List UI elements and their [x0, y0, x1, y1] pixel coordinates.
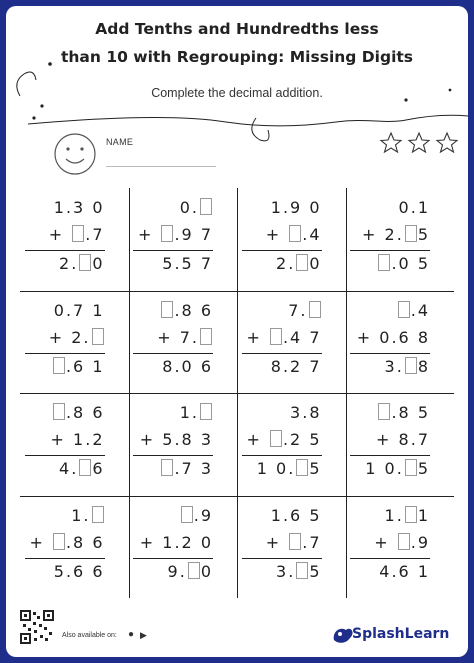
missing-digit-box[interactable] — [405, 225, 417, 242]
problem-cell[interactable] — [346, 393, 455, 496]
addition-bar — [133, 455, 213, 456]
problem-mid-line: + .4 — [265, 225, 322, 244]
apple-icon[interactable]: ● — [128, 629, 135, 640]
spiral-decoration — [252, 118, 269, 141]
problem-mid-line: + .9 7 — [137, 225, 213, 244]
missing-digit-box[interactable] — [270, 328, 282, 345]
problem-mid-line: + 8.7 — [376, 430, 430, 449]
missing-digit-box[interactable] — [79, 254, 91, 271]
addition-bar — [242, 353, 322, 354]
addition-bar — [350, 558, 430, 559]
problem-cell[interactable] — [237, 291, 346, 394]
dot-decoration — [40, 104, 43, 107]
problem-ans-line: 1 0. 5 — [256, 459, 322, 478]
problem-ans-line: .7 3 — [133, 459, 213, 478]
problem-ans-line: 4.6 1 — [379, 561, 430, 581]
problem-ans-line: 3. 5 — [276, 561, 322, 581]
brand-name: SplashLearn — [352, 626, 450, 642]
problem-grid — [20, 188, 454, 598]
problem-mid-line: + .7 — [265, 532, 322, 552]
problem-mid-line: + 5.8 3 — [139, 430, 213, 449]
problem-cell[interactable] — [129, 496, 238, 599]
worksheet-title-line-1: Add Tenths and Hundredths less — [95, 20, 379, 38]
problem-cell[interactable] — [20, 188, 129, 291]
problem-cell[interactable] — [346, 188, 455, 291]
missing-digit-box[interactable] — [72, 225, 84, 242]
addition-bar — [133, 558, 213, 559]
missing-digit-box[interactable] — [181, 506, 193, 523]
problem-top-line: .8 5 — [350, 403, 430, 422]
problem-ans-line: 2. 0 — [276, 254, 322, 273]
problem-mid-line: + .8 6 — [29, 532, 105, 552]
missing-digit-box[interactable] — [378, 403, 390, 420]
missing-digit-box[interactable] — [92, 328, 104, 345]
missing-digit-box[interactable] — [200, 403, 212, 420]
problem-ans-line: 3. 8 — [384, 356, 430, 376]
addition-bar — [25, 250, 105, 251]
missing-digit-box[interactable] — [309, 301, 321, 318]
missing-digit-box[interactable] — [405, 357, 417, 374]
problem-ans-line: 4. 6 — [59, 459, 105, 478]
splash-logo-icon — [334, 629, 353, 643]
addition-bar — [242, 455, 322, 456]
missing-digit-box[interactable] — [161, 301, 173, 318]
dot-decoration — [32, 116, 35, 119]
missing-digit-box[interactable] — [79, 459, 91, 476]
missing-digit-box[interactable] — [378, 254, 390, 271]
name-label: NAME — [106, 137, 134, 147]
problem-top-line: 1.3 0 — [53, 198, 105, 217]
problem-cell[interactable] — [237, 496, 346, 599]
problem-top-line: 3.8 — [290, 403, 322, 422]
problem-top-line: 0.1 — [398, 198, 430, 217]
problem-ans-line: 2. 0 — [59, 254, 105, 273]
problem-top-line: .8 6 — [133, 301, 213, 320]
addition-bar — [133, 353, 213, 354]
worksheet-title-line-2: than 10 with Regrouping: Missing Digits — [60, 48, 414, 66]
missing-digit-box[interactable] — [200, 198, 212, 215]
name-field-line[interactable] — [106, 166, 216, 167]
addition-bar — [350, 455, 430, 456]
smiley-face-icon — [53, 132, 97, 176]
problem-top-line: 1.6 5 — [270, 505, 322, 525]
problem-mid-line: + .9 — [374, 532, 430, 552]
star-icon — [437, 133, 457, 152]
addition-bar — [242, 558, 322, 559]
problem-ans-line: 1 0. 5 — [365, 459, 430, 478]
problem-ans-line: 5.6 6 — [53, 561, 105, 581]
missing-digit-box[interactable] — [200, 328, 212, 345]
star-icon — [381, 133, 401, 152]
addition-bar — [133, 250, 213, 251]
missing-digit-box[interactable] — [161, 459, 173, 476]
problem-mid-line: + 1.2 0 — [139, 532, 213, 552]
problem-cell[interactable] — [129, 291, 238, 394]
missing-digit-box[interactable] — [92, 506, 104, 523]
missing-digit-box[interactable] — [270, 430, 282, 447]
missing-digit-box[interactable] — [53, 533, 65, 550]
problem-cell[interactable] — [20, 496, 129, 599]
wave-line-decoration — [28, 115, 468, 126]
rating-stars — [378, 130, 462, 156]
problem-top-line: 0.7 1 — [53, 300, 105, 320]
problem-mid-line: + 2. — [25, 328, 105, 347]
also-available-text: Also available on: — [62, 632, 117, 639]
problem-top-line: 0. — [133, 198, 213, 217]
problem-mid-line: + .4 7 — [246, 327, 322, 347]
addition-bar — [350, 353, 430, 354]
problem-top-line: 1. — [25, 506, 105, 525]
worksheet-page — [6, 6, 468, 657]
problem-top-line: .8 6 — [25, 403, 105, 422]
problem-top-line: .9 — [133, 506, 213, 525]
problem-mid-line: + .7 — [48, 225, 105, 244]
missing-digit-box[interactable] — [53, 403, 65, 420]
problem-top-line: 1. 1 — [384, 505, 430, 525]
missing-digit-box[interactable] — [188, 562, 200, 579]
problem-ans-line: 8.0 6 — [162, 356, 213, 376]
problem-top-line: 1.9 0 — [270, 198, 322, 217]
problem-top-line: 1. — [133, 403, 213, 422]
problem-mid-line: + 0.6 8 — [356, 327, 430, 347]
missing-digit-box[interactable] — [398, 533, 410, 550]
problem-ans-line: .6 1 — [25, 357, 105, 376]
missing-digit-box[interactable] — [296, 562, 308, 579]
addition-bar — [25, 558, 105, 559]
problem-cell[interactable] — [346, 496, 455, 599]
missing-digit-box[interactable] — [296, 459, 308, 476]
addition-bar — [350, 250, 430, 251]
qr-code-icon — [20, 610, 54, 644]
problem-mid-line: + 7. — [133, 328, 213, 347]
problem-mid-line: + .2 5 — [246, 430, 322, 449]
addition-bar — [25, 455, 105, 456]
problem-ans-line: 8.2 7 — [270, 356, 322, 376]
problem-ans-line: .0 5 — [350, 254, 430, 273]
addition-bar — [25, 353, 105, 354]
missing-digit-box[interactable] — [53, 357, 65, 374]
missing-digit-box[interactable] — [289, 225, 301, 242]
problem-mid-line: + 1.2 — [50, 430, 105, 449]
missing-digit-box[interactable] — [405, 459, 417, 476]
problem-ans-line: 9. 0 — [167, 561, 213, 581]
problem-cell[interactable] — [346, 291, 455, 394]
problem-ans-line: 5.5 7 — [162, 254, 213, 273]
missing-digit-box[interactable] — [289, 533, 301, 550]
worksheet-subtitle: Complete the decimal addition. — [151, 86, 323, 100]
problem-cell[interactable] — [129, 188, 238, 291]
missing-digit-box[interactable] — [398, 301, 410, 318]
play-store-icon[interactable]: ▶ — [140, 630, 147, 640]
problem-cell[interactable] — [20, 393, 129, 496]
problem-cell[interactable] — [237, 393, 346, 496]
problem-cell[interactable] — [20, 291, 129, 394]
problem-mid-line: + 2. 5 — [362, 225, 430, 244]
problem-cell[interactable] — [237, 188, 346, 291]
problem-top-line: 7. — [242, 301, 322, 320]
missing-digit-box[interactable] — [161, 225, 173, 242]
star-icon — [409, 133, 429, 152]
missing-digit-box[interactable] — [296, 254, 308, 271]
missing-digit-box[interactable] — [405, 506, 417, 523]
problem-cell[interactable] — [129, 393, 238, 496]
problem-top-line: .4 — [350, 301, 430, 320]
addition-bar — [242, 250, 322, 251]
